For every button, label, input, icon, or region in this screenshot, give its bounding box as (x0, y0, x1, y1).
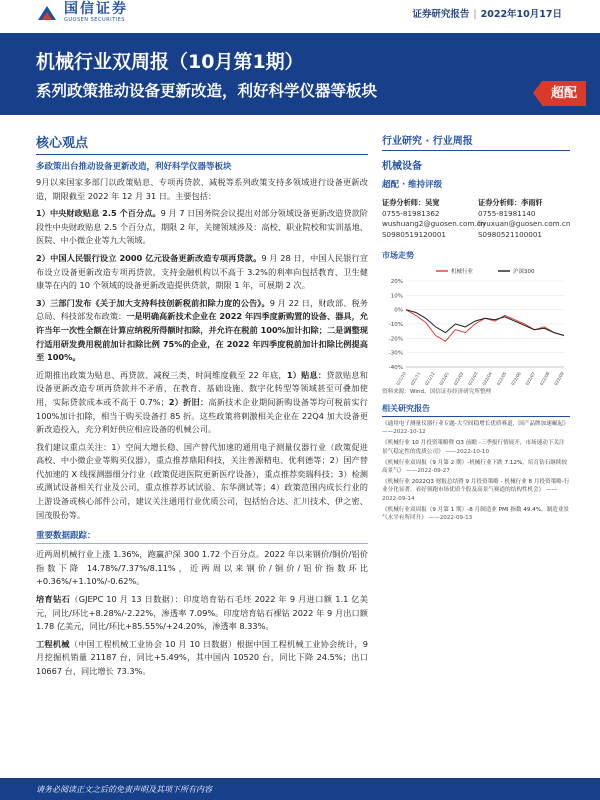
report-date: 2022年10月17日 (480, 9, 562, 20)
related-divider (382, 416, 570, 417)
chart-x-tick-label: 2022/08 (537, 371, 551, 385)
core-underline (36, 154, 368, 155)
chart-y-tick-label: -40% (388, 365, 403, 371)
paragraph-summary (36, 369, 368, 437)
guosen-logo (36, 2, 128, 23)
chart-y-tick-label: 10% (390, 293, 403, 300)
footer (0, 778, 600, 800)
chart-series-line (406, 310, 564, 342)
chart-x-tick-label: 2022/02 (451, 371, 465, 385)
related-item[interactable] (382, 478, 570, 503)
diamond-text: （GJEPC 10 月 13 日数据）：印度培育钻石毛坯 2022 年 9 月进口额 1.1 亿美元，同比/环比+8.28%/-2.22%，渗透率 7.09%。印度培育钻石裸钻 2022 年 9 月出口额 1.78 亿美元，同比/环比+85.55%/+24.20%，渗透率 8.33%。 (36, 594, 368, 632)
paragraph-policy-1 (36, 207, 368, 248)
policy-3-bold: 3）三部门发布《关于加大支持科技创新税前扣除力度的公告》。 (36, 297, 270, 308)
related-date: ——2022-09-14 (382, 487, 558, 502)
market-trend-svg (382, 265, 570, 385)
related-title: 《机械行业双周报（9 月第 2 期）-机械行业下跌 7.12%，培育钻石继续较高景气》 (382, 459, 568, 475)
analyst-block (382, 198, 570, 240)
chart-y-tick-label: -10% (388, 322, 403, 328)
sidebar-industry: 机械设备 (382, 161, 422, 172)
summary-text-e: 高新技术企业期间新购设备等均可税前实行 100%加计扣除，相当于购买设备打 85 折。这些政策将刺激相关企业在 22Q4 加大设备更新改造投入，充分利好供应相应设备的机械公司。 (36, 396, 368, 435)
analyst-1-cert: S0980519120001 (382, 229, 447, 239)
analyst-1-phone: 0755-81981362 (382, 208, 440, 218)
chart-legend-label: 机械行业 (451, 269, 474, 275)
policy-2-bold: 2）中国人民银行设立 2000 亿元设备更新改造专项再贷款。 (36, 252, 262, 263)
chart-x-tick-label: 2022/09 (551, 371, 565, 385)
chart-y-tick-label: 20% (390, 279, 403, 285)
machinery-bold: 工程机械 (36, 638, 70, 649)
chart-x-tick-label: 2022/06 (508, 371, 522, 385)
analyst-2 (478, 198, 570, 240)
data-tracking-heading: 重要数据跟踪： (36, 531, 96, 542)
disclaimer-text: 请务必阅读正文之后的免责声明及其项下所有内容 (36, 785, 212, 794)
chart-x-tick-label: 2022/01 (436, 371, 450, 385)
policy-3-text: 9 月 22 日，财政部、税务总局、科技部发布政策： (36, 297, 368, 322)
diamond-bold: 培育钻石 (36, 594, 71, 605)
paragraph-intro: 9月以来国家多部门以政策贴息、专项再贷款、减税等系列政策支持多领域进行设备更新改造，期限截至 2022 年 12 月 31 日。主要包括： (36, 177, 368, 201)
chart-y-tick-label: -20% (388, 336, 403, 343)
report-subtitle: 系列政策推动设备更新改造，利好科学仪器等板块 (36, 82, 378, 100)
paragraph-diamond (36, 593, 368, 634)
summary-text-a: 近期推出政策为贴息、再贷款、减税三类，时间维度截至 22 年底， (36, 369, 287, 380)
analyst-2-cert: S0980521100001 (478, 229, 543, 239)
policy-1-text: 9 月 7 日国务院会议提出对部分领域设备更新改造贷款阶段性中央财政贴息 2.5 个百分点，期限 2 年，关键领域涉及：高校、职业院校和实训基地、医院、中小微企业等九大领域。 (36, 208, 368, 246)
related-date: ——2022-09-13 (428, 515, 473, 522)
title-banner (0, 33, 600, 115)
guosen-logo-icon (36, 4, 58, 22)
paragraph-recommend: 我们建议重点关注：1）空间大增长稳、国产替代加速的通用电子测量仪器行业（政策促进高校、中小微企业等购买仪器），重点推荐鼎阳科技，关注普源精电、优利德等；2）国产替代加速的 X 线探测器细分行业（政策促进医院更新医疗设备），重点推荐奕瑞科技；3）检测或测试设备相关行业及公司，重点推荐苏试试验、东华测试等；4）政策范围内成长行业的上游设备或核心部件公司，建议关注通用行业优质公司，包括怡合达、汇川技术、伊之密、国茂股份等。 (36, 441, 368, 520)
policy-3-bold-2: 一是明确高新技术企业在 2022 年四季度新购置的设备、器具，允许当年一次性全额在计算应纳税所得额时扣除，并允许在税前 100%加计扣除；二是调整现行适用研发费用税前加计扣除比例 75%的企业，在 2022 年四季度税前加计扣除比例提高至 100%。 (36, 311, 368, 363)
report-title: 机械行业双周报（10月第1期） (36, 51, 304, 73)
summary-text-c: 贷款贴息和设备更新改造专项再贷款并不矛盾，在教育、基础设施、数字化转型等领域甚至可叠加使用，实际贷款成本或不高于 0.7%； (36, 369, 368, 407)
summary-bold-2: 2）折旧： (168, 396, 209, 407)
logo-en-text: GUOSEN SECURITIES (64, 17, 125, 23)
rating-badge: 超配 (542, 81, 586, 106)
related-title: 《通用电子测量仪器行业专题-大空间稳增长优质赛道，国产品牌加速崛起》 (382, 421, 569, 427)
related-item[interactable] (382, 439, 570, 455)
related-title: 《机械行业 10 月投资策略暨 Q3 前瞻 -三季报行情展开，市场速动下关注景气稳定性的优质公司》 (382, 440, 565, 455)
summary-bold-1: 1）贴息： (286, 369, 327, 380)
sidebar (382, 132, 570, 522)
logo-cn-text: 国信证券 (64, 1, 128, 17)
paragraph-market: 近两周机械行业上涨 1.36%，跑赢沪深 300 1.72 个百分点。2022 年以来钢价/铜价/铝价指数下降 14.78%/7.37%/8.11%，近两周以来钢价/铜价/铝价指数环比+0.36%/+1.10%/-0.62%。 (36, 549, 368, 587)
chart-x-tick-label: 2022/03 (465, 371, 479, 385)
chart-x-tick-label: 2021/11 (408, 371, 422, 385)
chart-title: 市场走势 (382, 251, 414, 260)
related-title: 《机械行业 2022Q3 财报总结暨 9 月投资策略 - 机械行业 8 月投资策略-行业分化显著，看好领跑市场优质个股及高景气赛道的结构性机会》 (382, 479, 570, 494)
paragraph-policy-3 (36, 297, 368, 365)
chart-y-tick-label: -30% (388, 350, 403, 357)
report-type: 证券研究报告 (412, 9, 470, 20)
sidebar-category: 行业研究 · 行业周报 (382, 136, 473, 147)
related-date: ——2022-10-10 (445, 448, 490, 455)
sidebar-rating: 超配 · 维持评级 (382, 180, 443, 190)
analyst-1 (382, 198, 486, 240)
related-research-list (382, 420, 570, 522)
sidebar-divider (382, 150, 570, 151)
core-subheading: 多政策出台推动设备更新改造，利好科学仪器等板块 (36, 162, 232, 172)
analyst-2-phone: 0755-81981140 (478, 208, 536, 218)
data-tracking-underline (36, 543, 368, 544)
top-bar (0, 0, 600, 30)
analyst-2-email[interactable]: liyuxuan@guosen.com.cn (478, 219, 571, 228)
chart-x-tick-label: 2021/10 (393, 371, 407, 385)
paragraph-policy-2 (36, 252, 368, 293)
related-item[interactable] (382, 459, 570, 475)
chart-x-tick-label: 2022/07 (523, 371, 537, 385)
analyst-1-email[interactable]: wushuang2@guosen.com.cn (382, 219, 486, 228)
related-research-title: 相关研究报告 (382, 404, 430, 413)
chart-x-tick-label: 2022/05 (494, 371, 508, 385)
paragraph-machinery (36, 638, 368, 679)
market-trend-chart (382, 265, 570, 385)
machinery-text: （中国工程机械工业协会 10 月 10 日数据）根据中国工程机械工业协会统计，9 月挖掘机销量 21187 台，同比+5.49%，其中国内 10520 台，同比下降 24.5%；出口 10667 台，同比增长 73.3%。 (36, 638, 368, 676)
policy-2-text: 9 月 28 日，中国人民银行宣布设立设备更新改造专项再贷款，支持金融机构以不高于 3.2%的利率向包括教育、卫生健康等在内的 10 个领域的设备更新改造提供贷款，期限 1 年，可展期 2 次。 (36, 252, 369, 291)
analyst-2-role: 证券分析师：李雨轩 (478, 198, 543, 207)
related-date: ——2022-09-27 (406, 468, 450, 475)
chart-legend-label: 沪深300 (513, 269, 535, 275)
chart-y-tick-label: 0% (394, 307, 403, 314)
chart-series-line (406, 310, 564, 336)
related-item[interactable] (382, 420, 570, 436)
related-date: ——2022-10-12 (382, 429, 426, 436)
main-content (36, 132, 368, 679)
related-item[interactable] (382, 506, 570, 522)
chart-x-tick-label: 2022/04 (480, 371, 494, 385)
analyst-1-role: 证券分析师：吴宽 (382, 198, 440, 207)
related-title: 《机械行业双周报（9 月第 1 期）-8 月制造业 PMI 指数 49.4%，制造业景气水平有所回升》 (382, 506, 570, 522)
policy-1-bold: 1）中央财政贴息 2.5 个百分点。 (36, 208, 161, 219)
core-view-title: 核心观点 (36, 136, 89, 151)
chart-source: 资料来源：Wind、国信证券经济研究所整理 (382, 389, 492, 395)
chart-x-tick-label: 2021/12 (422, 371, 436, 385)
report-meta: 证券研究报告 | 2022年10月17日 (412, 9, 562, 20)
